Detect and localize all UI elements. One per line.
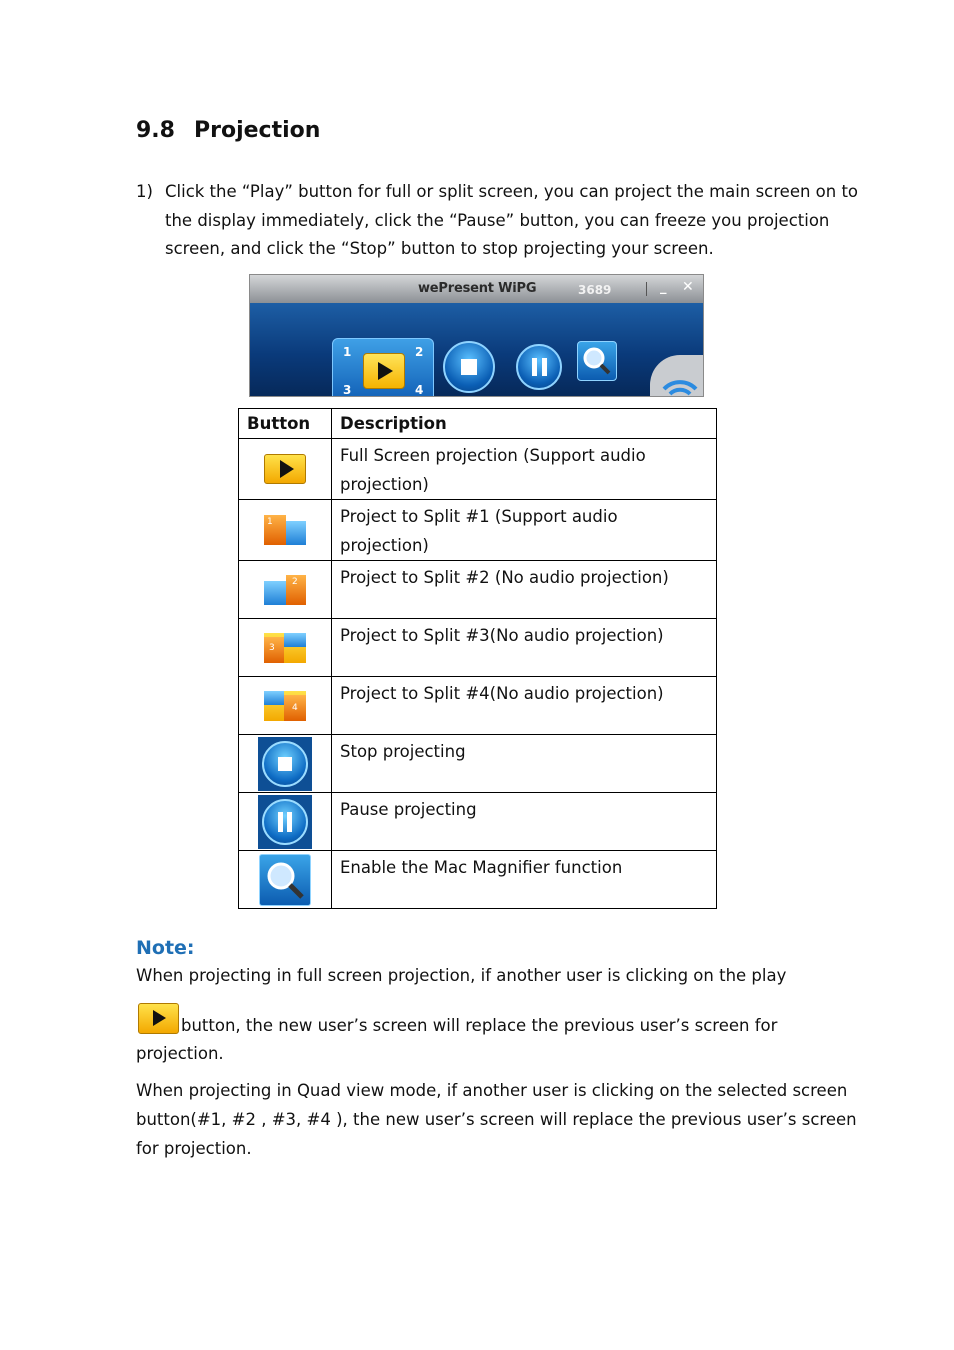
button-table (238, 408, 717, 909)
split-3-icon: 3 (264, 633, 306, 663)
quad-label-1[interactable]: 1 (343, 345, 352, 359)
pause-icon (532, 358, 537, 376)
stop-icon (461, 359, 477, 375)
play-icon (264, 454, 306, 484)
magnifier-button[interactable] (577, 341, 617, 381)
table-row: Enable the Mac Magnifier function (239, 851, 717, 909)
note-heading: Note: (136, 937, 195, 959)
split-2-icon: 2 (264, 575, 306, 605)
minimize-button[interactable]: _ (660, 280, 667, 295)
note-line: projection. (136, 1044, 224, 1063)
window-title: wePresent WiPG (418, 281, 537, 296)
table-row: Full Screen projection (Support audio projection) (239, 439, 717, 500)
table-row: 4 Project to Split #4(No audio projection) (239, 677, 717, 735)
wifi-corner (650, 355, 704, 397)
section-heading (136, 118, 320, 143)
section-number: 9.8 (136, 118, 175, 143)
step-number: 1) (136, 182, 153, 201)
table-row: 1 Project to Split #1 (Support audio projection) (239, 500, 717, 561)
play-icon[interactable] (363, 353, 405, 389)
play-icon (138, 1003, 179, 1034)
split-4-icon: 4 (264, 691, 306, 721)
note-line: for projection. (136, 1139, 252, 1158)
pause-icon (258, 795, 312, 849)
note-line: When projecting in Quad view mode, if another user is clicking on the selected screen (136, 1081, 848, 1100)
quad-label-4[interactable]: 4 (415, 383, 424, 397)
table-row: 3 Project to Split #3(No audio projection) (239, 619, 717, 677)
stop-icon (258, 737, 312, 791)
split-1-icon: 1 (264, 515, 306, 545)
table-header: Button (239, 409, 332, 439)
table-header-row (239, 409, 717, 439)
table-row: Pause projecting (239, 793, 717, 851)
table-row: Stop projecting (239, 735, 717, 793)
step-line: Click the “Play” button for full or split screen, you can project the main screen on to (165, 182, 859, 201)
table-row: 2 Project to Split #2 (No audio projection) (239, 561, 717, 619)
pause-button[interactable] (516, 344, 562, 390)
titlebar-separator (646, 282, 647, 296)
wipg-window (249, 274, 704, 397)
close-button[interactable]: ✕ (682, 279, 694, 295)
window-body (250, 303, 703, 397)
table-header: Description (332, 409, 717, 439)
step-text (165, 178, 859, 264)
quad-play-button[interactable] (332, 338, 434, 397)
note-line: button, the new user’s screen will replace the previous user’s screen for (181, 1016, 778, 1035)
quad-label-3[interactable]: 3 (343, 383, 352, 397)
wifi-icon (650, 355, 704, 397)
window-titlebar (250, 275, 703, 303)
step-line: the display immediately, click the “Pause” button, you can freeze you projection (165, 210, 830, 230)
magnifier-icon (259, 854, 311, 906)
quad-label-2[interactable]: 2 (415, 345, 424, 359)
step-line: screen, and click the “Stop” button to stop projecting your screen. (165, 239, 714, 259)
note-line: button(#1, #2 , #3, #4 ), the new user’s screen will replace the previous user’s screen (136, 1110, 857, 1129)
window-code: 3689 (578, 283, 612, 297)
note-line: When projecting in full screen projection, if another user is clicking on the play (136, 966, 787, 985)
magnifier-icon (578, 342, 616, 380)
stop-button[interactable] (443, 341, 495, 393)
section-title: Projection (194, 118, 321, 143)
